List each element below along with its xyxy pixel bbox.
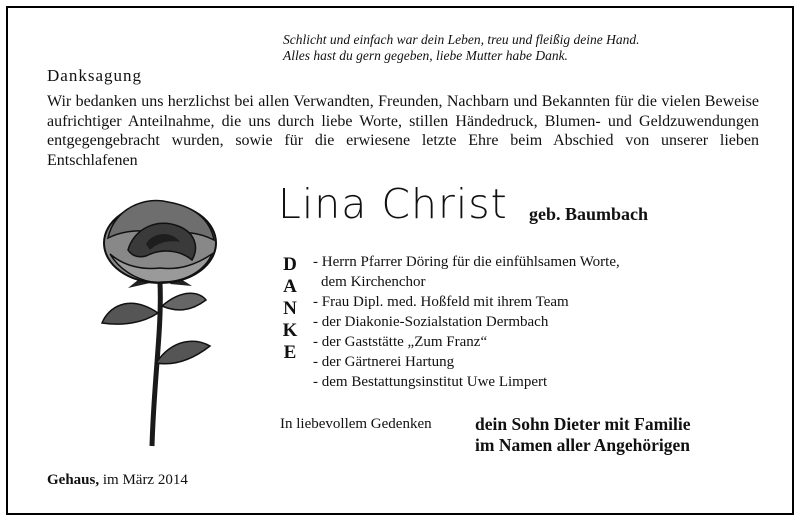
date: im März 2014 [102, 472, 188, 488]
thanks-item: - Frau Dipl. med. Hoßfeld mit ihrem Team [313, 294, 569, 310]
thanks-item: - Herrn Pfarrer Döring für die einfühlsamen Worte, [313, 254, 620, 270]
danke-letter: N [283, 298, 297, 319]
thanks-item: - der Gärtnerei Hartung [313, 354, 455, 370]
rose-icon [88, 188, 228, 458]
obituary-notice [6, 6, 794, 515]
closing-text: In liebevollem Gedenken [280, 416, 432, 432]
danke-letter: D [283, 254, 297, 275]
family-line: dein Sohn Dieter mit Familie [475, 414, 691, 434]
thanks-list [313, 252, 620, 392]
thanks-item: - der Diakonie-Sozialstation Dermbach [313, 314, 549, 330]
thanks-item: - dem Bestattungsinstitut Uwe Limpert [313, 374, 548, 390]
family-line: im Namen aller Angehörigen [475, 435, 691, 455]
family-signature [475, 414, 691, 456]
maiden-name: geb. Baumbach [529, 204, 649, 224]
deceased-name: Lina Christ [278, 180, 508, 228]
intro-text: Wir bedanken uns herzlichst bei allen Verwandten, Freunden, Nachbarn und Bekannten für die vielen Beweise aufrichtiger Anteilnahme, die uns durch liebe Worte, stillen Händedruck, Blumen- und Geldzuwendungen entgegengebracht wurden, sowie für die erwiesene letzte Ehre beim Abschied von unserer lieben Entschlafenen [47, 93, 759, 169]
poem [283, 32, 639, 64]
danke-acrostic [280, 254, 300, 364]
danke-letter: E [283, 342, 297, 363]
poem-line: Alles hast du gern gegeben, liebe Mutter habe Dank. [283, 48, 568, 63]
danke-letter: A [283, 276, 297, 297]
danke-letter: K [282, 320, 298, 341]
thanks-item: dem Kirchenchor [321, 274, 426, 290]
thanks-item: - der Gaststätte „Zum Franz“ [313, 334, 488, 350]
place: Gehaus, [47, 472, 100, 488]
poem-line: Schlicht und einfach war dein Leben, treu und fleißig deine Hand. [283, 32, 640, 47]
page-title: Danksagung [47, 66, 142, 85]
place-date [47, 472, 188, 489]
